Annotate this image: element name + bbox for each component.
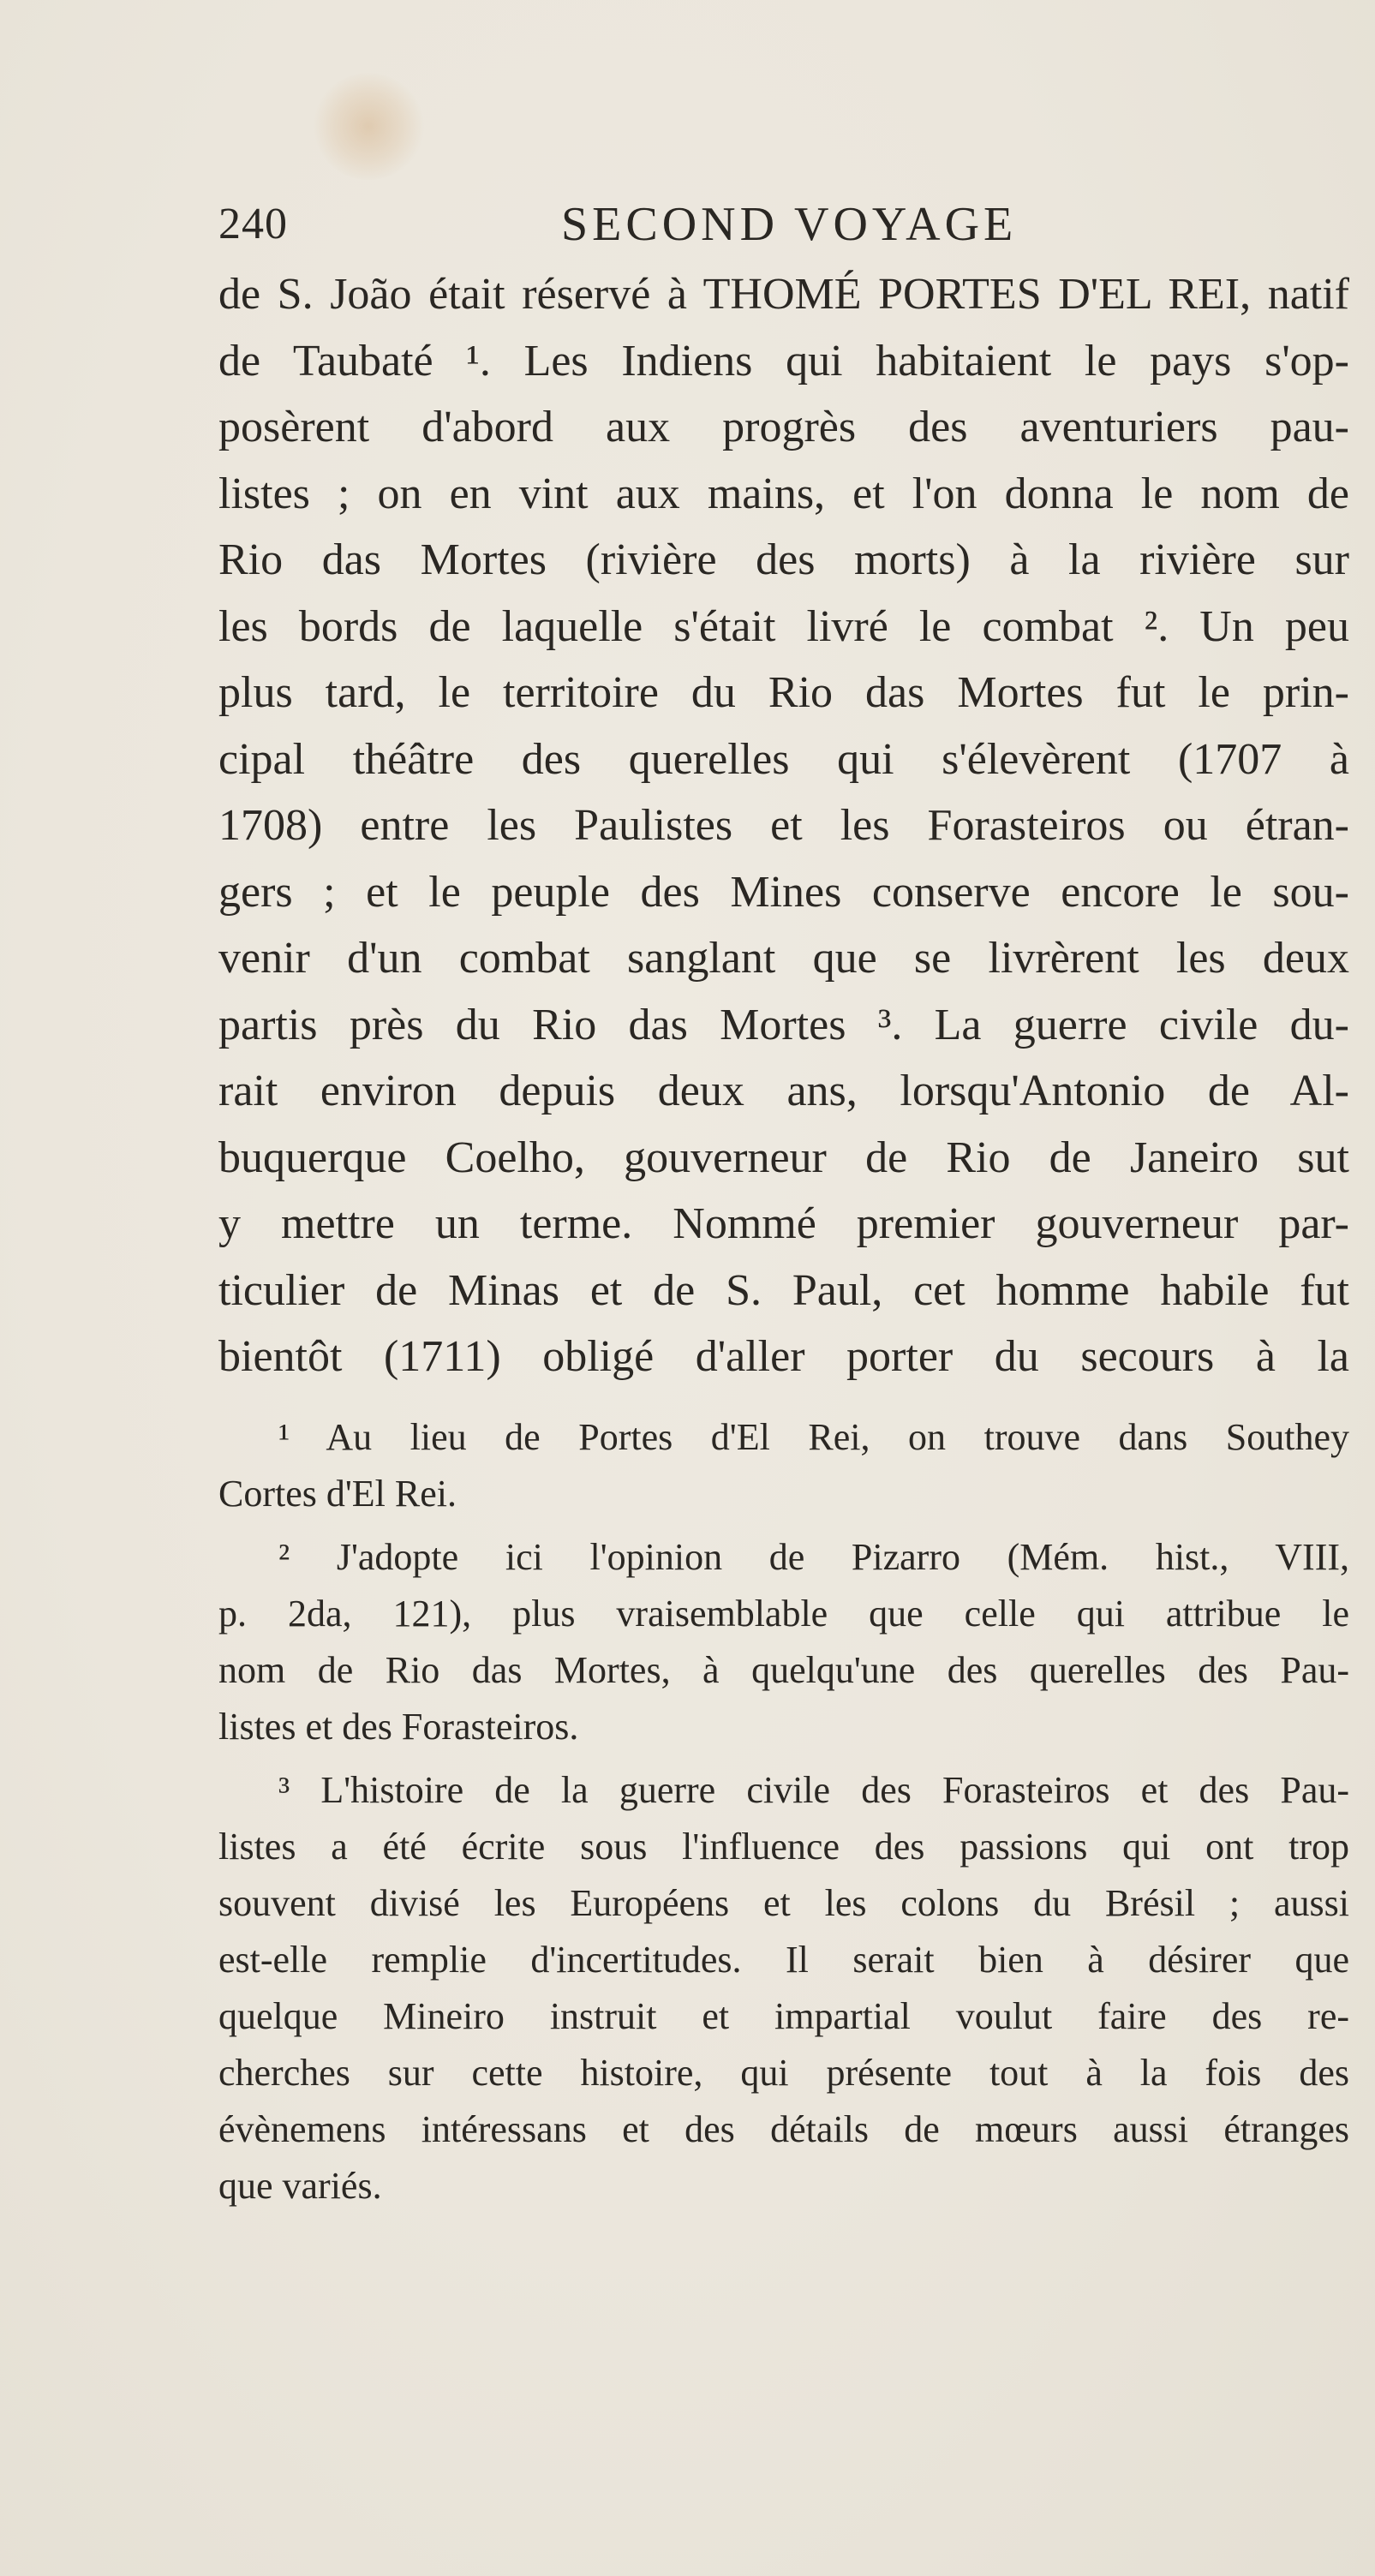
footnote-2-line: nom de Rio das Mortes, à quelqu'une des querelles des Pau- xyxy=(218,1649,1349,1691)
page-header xyxy=(218,190,1349,259)
text-line: cipal théâtre des querelles qui s'élevèrent (1707 à xyxy=(218,734,1349,784)
footnote-3-line: listes a été écrite sous l'influence des passions qui ont trop xyxy=(218,1826,1349,1868)
footnotes xyxy=(218,1409,1349,2214)
footnote-2-line: listes et des Forasteiros. xyxy=(218,1706,579,1748)
footnote-3-line: ³ L'histoire de la guerre civile des Forasteiros et des Pau- xyxy=(278,1769,1349,1811)
text-line: posèrent d'abord aux progrès des aventuriers pau- xyxy=(218,403,1349,451)
running-head: SECOND VOYAGE xyxy=(561,198,1018,251)
footnote-3-line: cherches sur cette histoire, qui présente tout à la fois des xyxy=(218,2052,1349,2094)
footnote-2-line: p. 2da, 121), plus vraisemblable que celle qui attribue le xyxy=(218,1593,1349,1635)
footnote-2-line: ² J'adopte ici l'opinion de Pizarro (Mém. hist., VIII, xyxy=(278,1536,1349,1578)
text-line: de Taubaté ¹. Les Indiens qui habitaient le pays s'op- xyxy=(218,336,1349,386)
text-line: plus tard, le territoire du Rio das Mortes fut le prin- xyxy=(218,668,1349,717)
footnote-1-line: ¹ Au lieu de Portes d'El Rei, on trouve dans Southey xyxy=(278,1416,1349,1458)
footnote-3-line: quelque Mineiro instruit et impartial voulut faire des re- xyxy=(218,1995,1349,2037)
text-line: les bords de laquelle s'était livré le combat ². Un peu xyxy=(218,601,1349,651)
footnote-3-line: est-elle remplie d'incertitudes. Il serait bien à désirer que xyxy=(218,1939,1349,1981)
text-line: bientôt (1711) obligé d'aller porter du secours à la xyxy=(218,1332,1349,1381)
text-line: de S. João était réservé à THOMÉ PORTES D'EL REI, natif xyxy=(218,270,1349,319)
text-line: gers ; et le peuple des Mines conserve encore le sou- xyxy=(218,867,1349,917)
text-line: Rio das Mortes (rivière des morts) à la rivière sur xyxy=(218,535,1349,584)
footnote-3-line: évènemens intéressans et des détails de mœurs aussi étranges xyxy=(218,2108,1349,2150)
footnote-3-line: que variés. xyxy=(218,2165,382,2207)
text-line: rait environ depuis deux ans, lorsqu'Antonio de Al- xyxy=(218,1067,1349,1115)
text-line: buquerque Coelho, gouverneur de Rio de Janeiro sut xyxy=(218,1133,1349,1182)
text-line: listes ; on en vint aux mains, et l'on donna le nom de xyxy=(218,469,1349,518)
text-line: 1708) entre les Paulistes et les Forasteiros ou étran- xyxy=(218,801,1349,850)
text-line: y mettre un terme. Nommé premier gouverneur par- xyxy=(218,1199,1349,1248)
text-line: partis près du Rio das Mortes ³. La guerre civile du- xyxy=(218,1000,1349,1049)
footnote-3-line: souvent divisé les Européens et les colons du Brésil ; aussi xyxy=(218,1882,1349,1924)
main-text-block xyxy=(218,261,1349,1390)
text-line: ticulier de Minas et de S. Paul, cet homme habile fut xyxy=(218,1265,1349,1315)
paper-stain xyxy=(313,73,424,180)
page-number: 240 xyxy=(218,200,288,248)
footnote-1-line: Cortes d'El Rei. xyxy=(218,1473,457,1515)
text-line: venir d'un combat sanglant que se livrèrent les deux xyxy=(218,934,1349,983)
